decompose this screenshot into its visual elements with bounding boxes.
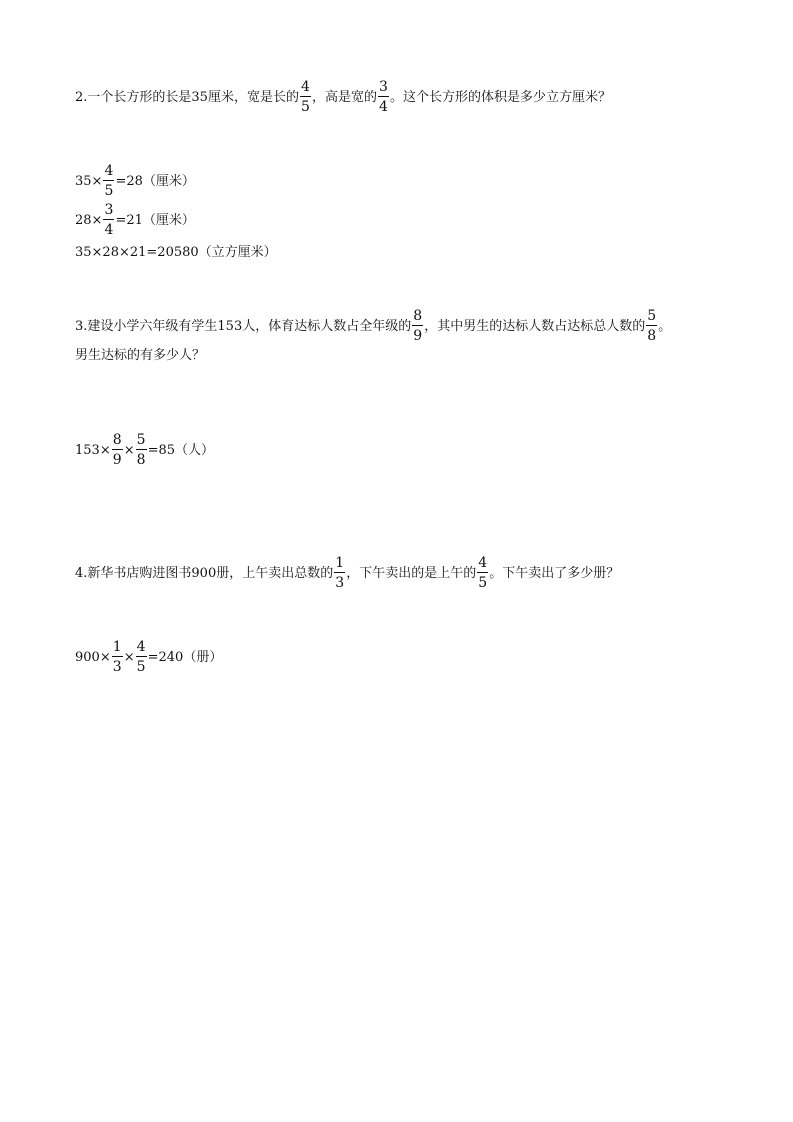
text-run: 。这个长方形的体积是多少立方厘米？ (389, 89, 611, 105)
fraction (112, 640, 123, 674)
q3-problem (75, 309, 735, 343)
text-run: 35×28×21=20580（立方厘米） (75, 245, 277, 260)
fraction-numerator: 1 (335, 555, 345, 571)
text-run: =240（册） (147, 649, 223, 665)
fraction-denominator: 8 (136, 452, 146, 468)
fraction-denominator: 4 (379, 99, 388, 115)
q2-problem (75, 80, 611, 114)
fraction (646, 309, 657, 343)
fraction-numerator: 5 (136, 432, 146, 448)
fraction (412, 309, 423, 343)
fraction-denominator: 5 (104, 183, 114, 199)
fraction (300, 80, 311, 114)
fraction (334, 556, 345, 590)
text-run: 35× (75, 173, 103, 189)
text-run: 。 (658, 318, 672, 334)
text-run: 2.一个长方形的长是35厘米，宽是长的 (75, 89, 299, 105)
fraction-denominator: 4 (104, 222, 114, 238)
fraction-denominator: 3 (335, 575, 345, 591)
fraction (103, 203, 114, 237)
q2-solution-step-1 (75, 164, 195, 198)
q3-problem-line-2: 男生达标的有多少人？ (75, 348, 206, 363)
q3-solution (75, 433, 214, 467)
fraction-numerator: 3 (379, 79, 388, 95)
fraction-denominator: 5 (478, 575, 488, 591)
text-run: 3.建设小学六年级有学生153人，体育达标人数占全年级的 (75, 318, 412, 334)
text-run: 153× (75, 442, 111, 458)
fraction-denominator: 5 (300, 99, 310, 115)
text-run: × (123, 649, 135, 665)
text-run: ，其中男生的达标人数占达标总人数的 (424, 318, 646, 334)
fraction-denominator: 3 (112, 659, 122, 675)
fraction-numerator: 4 (300, 79, 310, 95)
fraction-denominator: 9 (413, 328, 423, 344)
text-run: =21（厘米） (115, 212, 195, 228)
text-run: =28（厘米） (115, 173, 195, 189)
text-run: =85（人） (147, 442, 215, 458)
fraction-denominator: 5 (136, 659, 146, 675)
fraction (136, 640, 147, 674)
text-run: ，下午卖出的是上午的 (346, 565, 477, 581)
fraction-numerator: 4 (136, 639, 146, 655)
text-run: 900× (75, 649, 111, 665)
fraction-numerator: 8 (112, 432, 122, 448)
fraction-numerator: 8 (413, 308, 423, 324)
text-run: 。下午卖出了多少册？ (489, 565, 620, 581)
text-run: ，高是宽的 (311, 89, 377, 105)
q2-solution-step-2 (75, 203, 195, 237)
text-run: 28× (75, 212, 103, 228)
fraction-denominator: 9 (112, 452, 122, 468)
text-run: × (123, 442, 135, 458)
fraction (477, 556, 488, 590)
fraction (112, 433, 123, 467)
fraction (378, 80, 389, 114)
q4-problem (75, 556, 619, 590)
fraction-numerator: 5 (647, 308, 657, 324)
q2-solution-step-3 (75, 246, 277, 259)
fraction-denominator: 8 (647, 328, 657, 344)
q4-solution (75, 640, 222, 674)
fraction-numerator: 4 (478, 555, 488, 571)
text-run: 4.新华书店购进图书900册，上午卖出总数的 (75, 565, 334, 581)
fraction-numerator: 3 (104, 202, 114, 218)
fraction (103, 164, 114, 198)
fraction-numerator: 1 (112, 639, 122, 655)
fraction-numerator: 4 (104, 163, 114, 179)
fraction (136, 433, 147, 467)
